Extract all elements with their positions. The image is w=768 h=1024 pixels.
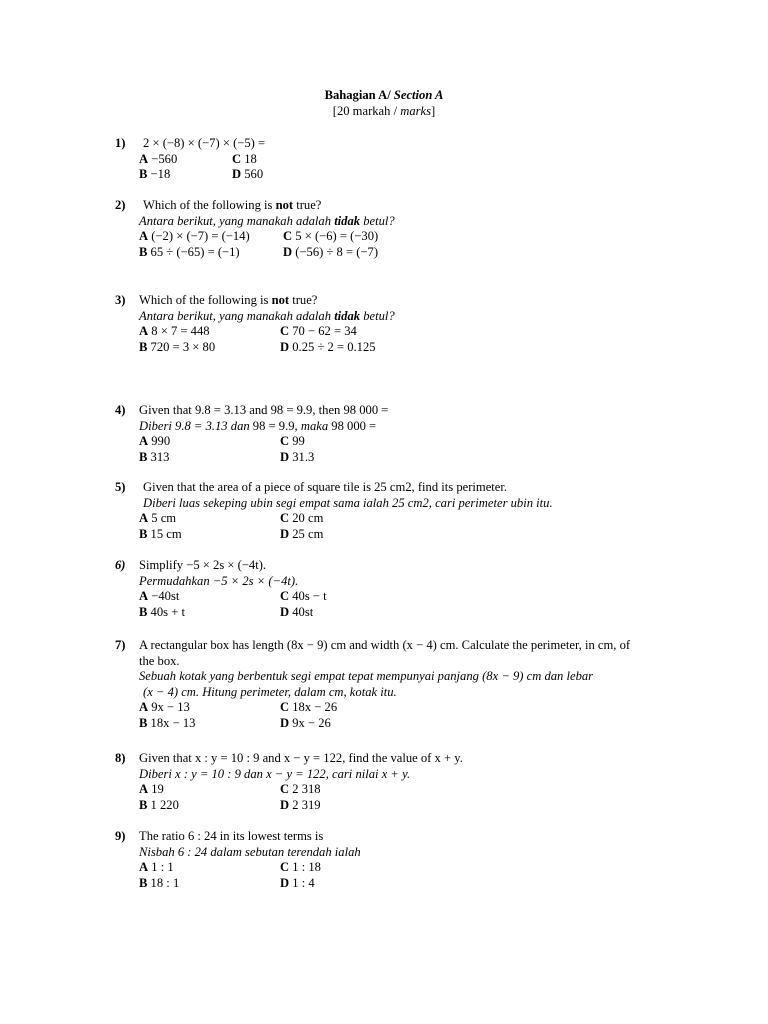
stem-malay-emphasis: tidak xyxy=(334,213,361,228)
option-text: 5 cm xyxy=(148,511,177,526)
option-c[interactable] xyxy=(280,782,580,798)
answer-options xyxy=(139,434,709,465)
question-stem: Given that x : y = 10 : 9 and x − y = 122, find the value of x + y. xyxy=(139,751,463,765)
option-text: −560 xyxy=(148,151,178,166)
stem-emphasis: not xyxy=(271,293,290,307)
option-letter: C xyxy=(280,700,290,715)
option-letter: D xyxy=(280,339,290,354)
option-text: 8 × 7 = 448 xyxy=(148,324,210,339)
option-text: 313 xyxy=(147,449,170,464)
question-body xyxy=(139,293,709,355)
section-title xyxy=(0,88,768,104)
option-text: 560 xyxy=(241,167,264,182)
option-text: 31.3 xyxy=(289,449,315,464)
option-text: 70 − 62 = 34 xyxy=(289,324,357,339)
question-number: 5) xyxy=(115,480,126,494)
stem-malay-emphasis: tidak xyxy=(334,308,361,323)
question-stem-malay: Permudahkan −5 × 2s × (−4t). xyxy=(139,573,299,588)
option-text: 40st xyxy=(289,604,314,619)
option-text: (−2) × (−7) = (−14) xyxy=(148,229,250,244)
option-text: 40s − t xyxy=(289,589,327,604)
option-letter: B xyxy=(139,339,148,354)
answer-options xyxy=(139,152,709,183)
option-text: 25 cm xyxy=(289,526,324,541)
option-b[interactable] xyxy=(139,876,280,892)
option-letter: C xyxy=(280,782,290,797)
question-body xyxy=(139,751,709,813)
option-a[interactable] xyxy=(139,782,280,798)
marks-english: marks xyxy=(400,104,432,118)
question-body xyxy=(139,829,709,891)
option-text: 1 : 4 xyxy=(289,875,315,890)
option-letter: B xyxy=(139,526,148,541)
answer-options xyxy=(139,860,709,891)
option-c[interactable] xyxy=(280,324,580,340)
option-b[interactable] xyxy=(139,245,283,261)
stem-malay-text: betul? xyxy=(360,308,395,323)
option-b[interactable] xyxy=(139,450,280,466)
question-number: 2) xyxy=(115,198,126,212)
option-text: 1 : 18 xyxy=(289,860,321,875)
option-text: 20 cm xyxy=(289,511,324,526)
section-marks xyxy=(0,104,768,120)
stem-text: Which of the following is xyxy=(143,198,276,212)
option-letter: A xyxy=(139,151,149,166)
option-text: 99 xyxy=(289,434,305,449)
question-stem-malay xyxy=(139,419,709,435)
question-number: 1) xyxy=(115,136,126,150)
stem-text: true? xyxy=(289,293,318,307)
option-text: 1 220 xyxy=(147,797,179,812)
stem-malay-text: Antara berikut, yang manakah adalah xyxy=(139,308,335,323)
option-b[interactable] xyxy=(139,798,280,814)
option-letter: B xyxy=(139,875,148,890)
option-text: 18 : 1 xyxy=(147,875,180,890)
question-stem: the box. xyxy=(139,653,180,668)
option-letter: A xyxy=(139,782,149,797)
option-letter: C xyxy=(280,324,290,339)
option-letter: C xyxy=(280,860,290,875)
question-stem xyxy=(139,198,709,214)
option-text: 18x − 13 xyxy=(147,715,196,730)
option-c[interactable] xyxy=(280,511,580,527)
option-letter: C xyxy=(283,229,293,244)
option-b[interactable] xyxy=(139,527,280,543)
option-a[interactable] xyxy=(139,511,280,527)
option-letter: A xyxy=(139,860,149,875)
answer-options xyxy=(139,589,709,620)
question-stem-malay: Nisbah 6 : 24 dalam sebutan terendah ialah xyxy=(139,844,361,859)
option-text: 9x − 13 xyxy=(148,700,190,715)
stem-malay-text: dan xyxy=(230,418,250,433)
option-text: 5 × (−6) = (−30) xyxy=(292,229,379,244)
question-stem: Given that 9.8 = 3.13 and 98 = 9.9, then 98 000 = xyxy=(139,403,389,417)
option-letter: C xyxy=(280,511,290,526)
question-number: 3) xyxy=(115,293,126,307)
option-d[interactable] xyxy=(280,450,580,466)
option-text: 65 ÷ (−65) = (−1) xyxy=(147,244,240,259)
question-stem-malay xyxy=(139,309,709,325)
answer-options xyxy=(139,700,709,731)
question-stem: A rectangular box has length (8x − 9) cm and width (x − 4) cm. Calculate the perimeter, in cm, of xyxy=(139,638,631,652)
option-a[interactable] xyxy=(139,324,280,340)
option-a[interactable] xyxy=(139,860,280,876)
option-letter: B xyxy=(139,167,148,182)
option-d[interactable] xyxy=(280,716,580,732)
option-letter: B xyxy=(139,797,148,812)
section-title-english: Section A xyxy=(393,88,444,102)
option-d[interactable] xyxy=(280,340,580,356)
option-a[interactable] xyxy=(139,152,232,168)
stem-malay-text: Antara berikut, yang manakah adalah xyxy=(139,213,335,228)
option-text: 1 : 1 xyxy=(148,860,174,875)
option-letter: C xyxy=(280,434,290,449)
answer-options xyxy=(139,782,709,813)
marks-suffix: ] xyxy=(431,104,436,118)
question-number: 8) xyxy=(115,751,126,765)
option-b[interactable] xyxy=(139,340,280,356)
option-a[interactable] xyxy=(139,434,280,450)
option-text: 15 cm xyxy=(147,526,182,541)
option-text: 0.25 ÷ 2 = 0.125 xyxy=(289,339,376,354)
question-body xyxy=(143,136,713,152)
option-a[interactable] xyxy=(139,589,280,605)
option-text: (−56) ÷ 8 = (−7) xyxy=(292,244,379,259)
question-stem: The ratio 6 : 24 in its lowest terms is xyxy=(139,829,324,843)
option-b[interactable] xyxy=(139,167,232,183)
question-number: 6) xyxy=(115,558,126,572)
option-d[interactable] xyxy=(280,605,580,621)
option-letter: C xyxy=(232,151,242,166)
question-stem-malay: Diberi x : y = 10 : 9 dan x − y = 122, cari nilai x + y. xyxy=(139,766,411,781)
option-letter: A xyxy=(139,434,149,449)
stem-malay-text: Diberi 9.8 = 3.13 xyxy=(139,418,231,433)
question-stem-malay: (x − 4) cm. Hitung perimeter, dalam cm, kotak itu. xyxy=(143,684,397,699)
option-a[interactable] xyxy=(139,700,280,716)
stem-text: Which of the following is xyxy=(139,293,272,307)
option-text: 19 xyxy=(148,782,164,797)
section-header xyxy=(0,88,768,120)
option-a[interactable] xyxy=(139,229,283,245)
question-body xyxy=(139,403,709,465)
option-text: 2 318 xyxy=(289,782,321,797)
question-body xyxy=(139,638,709,732)
question-stem: Simplify −5 × 2s × (−4t). xyxy=(139,558,267,572)
option-b[interactable] xyxy=(139,605,280,621)
question-number: 4) xyxy=(115,403,126,417)
option-c[interactable] xyxy=(280,589,580,605)
option-c[interactable] xyxy=(232,152,532,168)
option-text: 18 xyxy=(241,151,257,166)
option-letter: A xyxy=(139,229,149,244)
option-letter: A xyxy=(139,511,149,526)
option-letter: D xyxy=(280,449,290,464)
option-letter: A xyxy=(139,589,149,604)
option-text: 2 319 xyxy=(289,797,321,812)
question-body xyxy=(139,480,709,542)
option-text: 720 = 3 × 80 xyxy=(147,339,216,354)
option-d[interactable] xyxy=(283,245,583,261)
marks-prefix: [20 markah / xyxy=(332,104,401,118)
option-letter: B xyxy=(139,715,148,730)
option-letter: A xyxy=(139,700,149,715)
option-letter: D xyxy=(280,797,290,812)
option-letter: D xyxy=(280,604,290,619)
stem-malay-text: 98 000 = xyxy=(328,418,377,433)
option-letter: D xyxy=(283,244,293,259)
answer-options xyxy=(139,324,709,355)
section-title-malay: Bahagian A/ xyxy=(324,88,394,102)
stem-malay-text: maka xyxy=(300,418,329,433)
question-stem xyxy=(139,293,709,309)
option-d[interactable] xyxy=(280,798,580,814)
stem-malay-text: betul? xyxy=(360,213,395,228)
question-body xyxy=(139,558,709,620)
answer-options xyxy=(139,229,709,260)
stem-malay-text: 98 = 9.9, xyxy=(249,418,301,433)
question-body xyxy=(139,198,709,260)
question-number: 9) xyxy=(115,829,126,843)
option-c[interactable] xyxy=(283,229,583,245)
question-stem-malay: Sebuah kotak yang berbentuk segi empat tepat mempunyai panjang (8x − 9) cm dan lebar xyxy=(139,669,594,684)
option-letter: D xyxy=(280,875,290,890)
option-letter: C xyxy=(280,589,290,604)
question-stem-malay xyxy=(139,214,709,230)
option-text: 18x − 26 xyxy=(289,700,338,715)
question-stem: Given that the area of a piece of square tile is 25 cm2, find its perimeter. xyxy=(143,480,508,494)
answer-options xyxy=(139,511,709,542)
option-letter: B xyxy=(139,449,148,464)
option-letter: D xyxy=(280,526,290,541)
option-text: −40st xyxy=(148,589,180,604)
option-letter: B xyxy=(139,604,148,619)
option-c[interactable] xyxy=(280,434,580,450)
option-text: −18 xyxy=(147,167,171,182)
option-letter: B xyxy=(139,244,148,259)
option-text: 40s + t xyxy=(147,604,185,619)
option-letter: D xyxy=(280,715,290,730)
stem-text: true? xyxy=(293,198,322,212)
option-d[interactable] xyxy=(232,167,532,183)
option-text: 9x − 26 xyxy=(289,715,331,730)
question-number: 7) xyxy=(115,638,126,652)
question-stem: 2 × (−8) × (−7) × (−5) = xyxy=(143,136,266,150)
option-d[interactable] xyxy=(280,876,580,892)
stem-emphasis: not xyxy=(275,198,294,212)
option-c[interactable] xyxy=(280,860,580,876)
question-stem-malay: Diberi luas sekeping ubin segi empat sama ialah 25 cm2, cari perimeter ubin itu. xyxy=(143,495,553,510)
option-text: 990 xyxy=(148,434,171,449)
option-letter: A xyxy=(139,324,149,339)
option-d[interactable] xyxy=(280,527,580,543)
option-b[interactable] xyxy=(139,716,280,732)
option-letter: D xyxy=(232,167,242,182)
option-c[interactable] xyxy=(280,700,580,716)
